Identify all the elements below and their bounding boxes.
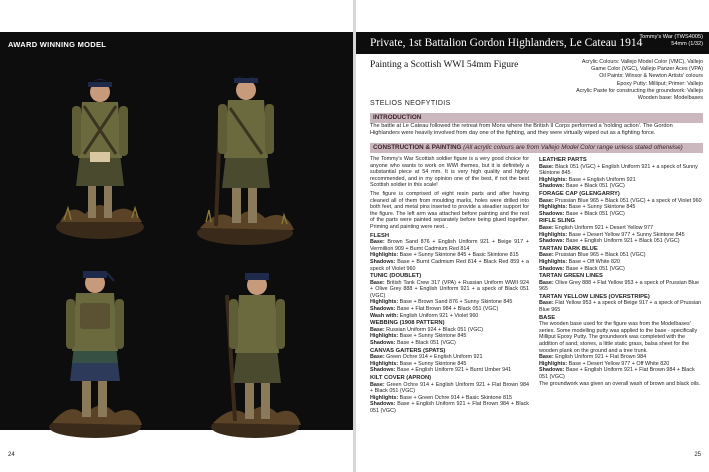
paint-section-heading: FLESH [370, 232, 390, 239]
paint-recipe-line [370, 259, 529, 272]
paint-recipe-line [539, 367, 703, 380]
recipe-text: English Uniform 921 + Violet 960 [398, 312, 479, 319]
materials-line: Epoxy Putty: Milliput; Primer: Vallejo [616, 80, 703, 87]
recipe-text: The wooden base used for the figure was from the Modelbases' series. Some modelling putty was applied to the base - specifically Milliput Epoxy Putty. The groundwork was completed with the addition of sand, stones, a little static grass, balsa sheet for the wooden plank on the ground and a tree trunk. [539, 321, 698, 354]
recipe-text: Base + Off White 820 [567, 258, 620, 265]
recipe-text: Base + Black 051 (VGC) [564, 183, 625, 190]
recipe-label: Highlights: [370, 333, 399, 340]
kit-reference [639, 34, 703, 48]
body-paragraph: The Tommy's War Scottish soldier figure is a very good choice for anyone who wants to work on WWI themes, but it is definitely a substantial piece at 54 mm. It is very high quality and highly recommended, and in my opinion one of the best, if not the best Scottish soldier in this scale! [370, 156, 529, 189]
recipe-text: Base + Sunny Skintone 845 + Basic Skintone 815 [398, 252, 519, 259]
article-title: Private, 1st Battalion Gordon Highlanders, Le Cateau 1914 [370, 37, 643, 49]
paint-recipe-line [370, 333, 529, 340]
introduction-text: The battle at Le Cateau followed the retreat from Mons where the British II Corps performed a 'holding action'. The Gordon Highlanders were heavily involved from day one of the fighting, and they were virtually wiped out as a fighting force. [370, 123, 673, 137]
recipe-label: Base: [539, 224, 554, 231]
recipe-text: Base + Black 051 (VGC) [395, 340, 456, 347]
recipe-text: Base + Desert Yellow 977 + Off White 820 [567, 360, 670, 367]
recipe-label: Base: [539, 252, 554, 259]
materials-line: Wooden base: Modelbases [637, 95, 703, 102]
recipe-text: Base + Burnt Cadmium Red 814 + Black Red 859 + a speck of Violet 960 [370, 258, 529, 272]
construction-heading-text: CONSTRUCTION & PAINTING [373, 144, 462, 151]
recipe-text: Brown Sand 876 + English Uniform 921 + Beige 917 + Vermillion 909 + Burnt Cadmium Red 814 [370, 239, 529, 252]
recipe-text: Base + Sunny Skintone 845 [398, 333, 467, 340]
recipe-label: Shadows: [539, 265, 565, 272]
paint-recipe-line [370, 239, 529, 252]
recipe-text: Russian Uniform 924 + Black 051 (VGC) [384, 326, 484, 333]
recipe-text: English Uniform 921 + Desert Yellow 977 [553, 224, 654, 231]
recipe-label: Shadows: [370, 258, 396, 265]
recipe-text: The groundwork was given an overall wash of brown and black oils. [539, 380, 701, 387]
figure-photo-rear [40, 255, 150, 440]
recipe-label: Shadows: [370, 306, 396, 313]
figure-photo-front [50, 62, 150, 242]
left-page [0, 0, 354, 472]
paint-recipe-line [370, 354, 529, 361]
recipe-label: Base: [539, 197, 554, 204]
body-paragraph: The figure is comprised of eight resin parts and after having cleaned all of them from moulding marks, holes were drilled into both feet, and metal pins inserted to provide a steadier support for the figure. The left arm was attached before painting and the rest of the parts were painted separately before being glued together. Priming and painting were next... [370, 190, 529, 230]
recipe-label: Base: [370, 239, 385, 246]
materials-line: Oil Paints: Winsor & Newton Artists' colours [599, 73, 703, 80]
paint-recipe-line [370, 306, 529, 313]
paint-recipe-line [539, 204, 703, 211]
recipe-label: Shadows: [539, 238, 565, 245]
recipe-label: Shadows: [539, 183, 565, 190]
paint-recipe-line [370, 327, 529, 334]
article-subtitle: Painting a Scottish WWI 54mm Figure [370, 60, 519, 70]
paint-recipe-line [370, 340, 529, 347]
recipe-text: British Tank Crew 317 (VPA) + Russian Uniform WWII 924 + Olive Grey 888 + English Uniform 921 + a speck of Black 051 (VGC) [370, 279, 529, 299]
paint-recipe-line [539, 211, 703, 218]
paint-section-heading: CANVAS GAITERS (SPATS) [370, 347, 446, 354]
paint-recipe-line [539, 232, 703, 239]
paint-recipe-line [370, 361, 529, 368]
introduction-heading [370, 113, 703, 123]
recipe-label: Base: [370, 381, 385, 388]
paint-recipe-line [539, 300, 703, 313]
paint-recipe-line [370, 313, 529, 320]
paint-section-heading: WEBBING (1908 PATTERN) [370, 320, 445, 327]
paint-recipe-line [539, 266, 703, 273]
recipe-label: Highlights: [539, 204, 568, 211]
paint-section-heading: TARTAN DARK BLUE [539, 245, 598, 252]
materials-list [528, 59, 703, 102]
paint-recipe-line [539, 198, 703, 205]
recipe-label: Highlights: [539, 231, 568, 238]
text-column-left [370, 156, 529, 415]
recipe-text: Base + Black 051 (VGC) [564, 265, 625, 272]
materials-line: Acrylic Paste for constructing the groundwork: Vallejo [576, 87, 703, 94]
left-top-margin [0, 0, 354, 32]
recipe-text: Base + English Uniform 921 [567, 176, 636, 183]
recipe-text: Base + Flat Brown 984 + Black 051 (VGC) [395, 306, 499, 313]
recipe-label: Shadows: [370, 367, 396, 374]
paint-section-heading: LEATHER PARTS [539, 157, 587, 163]
recipe-label: Highlights: [539, 360, 568, 367]
paint-section-heading: BASE [539, 314, 556, 321]
introduction-heading-text: INTRODUCTION [373, 114, 422, 121]
recipe-text: Green Ochre 914 + English Uniform 921 + Flat Brown 984 + Black 051 (VGC) [370, 381, 529, 395]
recipe-text: English Uniform 921 + Flat Brown 984 [553, 354, 647, 361]
recipe-text: Base + English Uniform 921 + Flat Brown 984 + Black 051 (VGC) [370, 401, 529, 414]
recipe-label: Highlights: [370, 252, 399, 259]
right-page [356, 0, 709, 472]
recipe-label: Shadows: [370, 401, 396, 408]
recipe-text: Base + Black 051 (VGC) [564, 210, 625, 217]
paint-section-heading: FORAGE CAP (GLENGARRY) [539, 190, 620, 197]
recipe-label: Highlights: [539, 176, 568, 183]
recipe-text: Base + Desert Yellow 977 + Sunny Skintone 845 [567, 231, 685, 238]
paint-recipe-line [370, 401, 529, 414]
recipe-label: Shadows: [539, 367, 565, 374]
figure-photo-side [190, 58, 300, 248]
section-label: AWARD WINNING MODEL [8, 40, 107, 49]
paint-recipe-line [539, 280, 703, 293]
materials-line: Acrylic Colours: Vallejo Model Color (VMC), Vallejo [581, 59, 703, 65]
recipe-text: Base + English Uniform 921 + Black 051 (VGC) [564, 238, 680, 245]
paint-recipe-line [539, 381, 703, 388]
recipe-text: Base + Sunny Skintone 845 [398, 360, 467, 367]
recipe-label: Shadows: [370, 340, 396, 347]
paint-section-heading: TARTAN GREEN LINES [539, 273, 603, 280]
paint-section-heading: TUNIC (DOUBLET) [370, 273, 422, 280]
recipe-text: Base + English Uniform 921 + Burnt Umber 941 [395, 367, 512, 374]
recipe-label: Base: [370, 354, 385, 361]
paint-recipe-line [539, 252, 703, 259]
recipe-label: Base: [539, 279, 554, 286]
materials-line: Game Color (VGC), Vallejo Panzer Aces (VPA) [591, 66, 703, 73]
paint-recipe-line [539, 164, 703, 177]
recipe-label: Base: [370, 326, 385, 333]
recipe-text: Olive Grey 888 + Flat Yellow 953 + a speck of Prussian Blue 965 [539, 279, 700, 293]
recipe-label: Base: [370, 279, 385, 286]
paint-recipe-line [370, 280, 529, 300]
recipe-text: Base + Sunny Skintone 845 [567, 204, 636, 211]
paint-recipe-line [370, 252, 529, 259]
recipe-text: Base + Green Ochre 914 + Basic Skintone 815 [398, 394, 513, 401]
recipe-text: Black 051 (VGC) + English Uniform 921 + a speck of Sunny Skintone 845 [539, 163, 698, 177]
paint-recipe-line [370, 299, 529, 306]
recipe-label: Highlights: [370, 299, 399, 306]
recipe-label: Wash with: [370, 312, 399, 319]
paint-section-heading: TARTAN YELLOW LINES (OVERSTRIPE) [539, 293, 650, 300]
recipe-text: Base + Brown Sand 876 + Sunny Skintone 845 [398, 299, 513, 306]
figure-photo-profile [205, 255, 305, 440]
recipe-label: Base: [539, 300, 554, 307]
paint-recipe-line [539, 238, 703, 245]
page-number-left: 24 [8, 452, 15, 458]
paint-recipe-line [370, 382, 529, 395]
text-column-right [539, 156, 703, 387]
paint-section-heading: KILT COVER (APRON) [370, 375, 432, 381]
paint-recipe-line [539, 361, 703, 368]
recipe-label: Highlights: [539, 258, 568, 265]
recipe-text: Prussian Blue 965 + Black 051 (VGC) [553, 252, 646, 259]
author-name: STELIOS NEOFYTIDIS [370, 100, 451, 107]
paint-recipe-line [539, 177, 703, 184]
recipe-text: Prussian Blue 965 + Black 051 (VGC) + a speck of Violet 960 [553, 197, 702, 204]
recipe-label: Base: [539, 163, 554, 170]
paint-recipe-line [370, 367, 529, 374]
recipe-text: Base + English Uniform 921 + Flat Brown 984 + Black 051 (VGC) [539, 367, 695, 380]
paint-recipe-line [539, 183, 703, 190]
construction-note: (All acrylic colours are from Vallejo Model Color range unless stated otherwise) [463, 144, 683, 151]
recipe-text: Flat Yellow 953 + a speck of Beige 917 + a speck of Prussian Blue 965 [539, 300, 702, 314]
recipe-label: Shadows: [539, 210, 565, 217]
recipe-label: Highlights: [370, 360, 399, 367]
recipe-label: Highlights: [370, 394, 399, 401]
paint-recipe-line [539, 259, 703, 266]
paint-recipe-line [370, 395, 529, 402]
construction-heading [370, 143, 703, 153]
paint-recipe-line [539, 354, 703, 361]
paint-recipe-line [539, 225, 703, 232]
kit-name: Tommy's War (TWS4005) [639, 34, 703, 40]
recipe-label: Base: [539, 354, 554, 361]
paint-recipe-line [539, 321, 703, 354]
kit-scale: 54mm (1/32) [671, 41, 703, 47]
recipe-text: Green Ochre 914 + English Uniform 921 [384, 354, 483, 361]
page-number-right: 25 [694, 452, 701, 458]
paint-section-heading: RIFLE SLING [539, 218, 576, 225]
